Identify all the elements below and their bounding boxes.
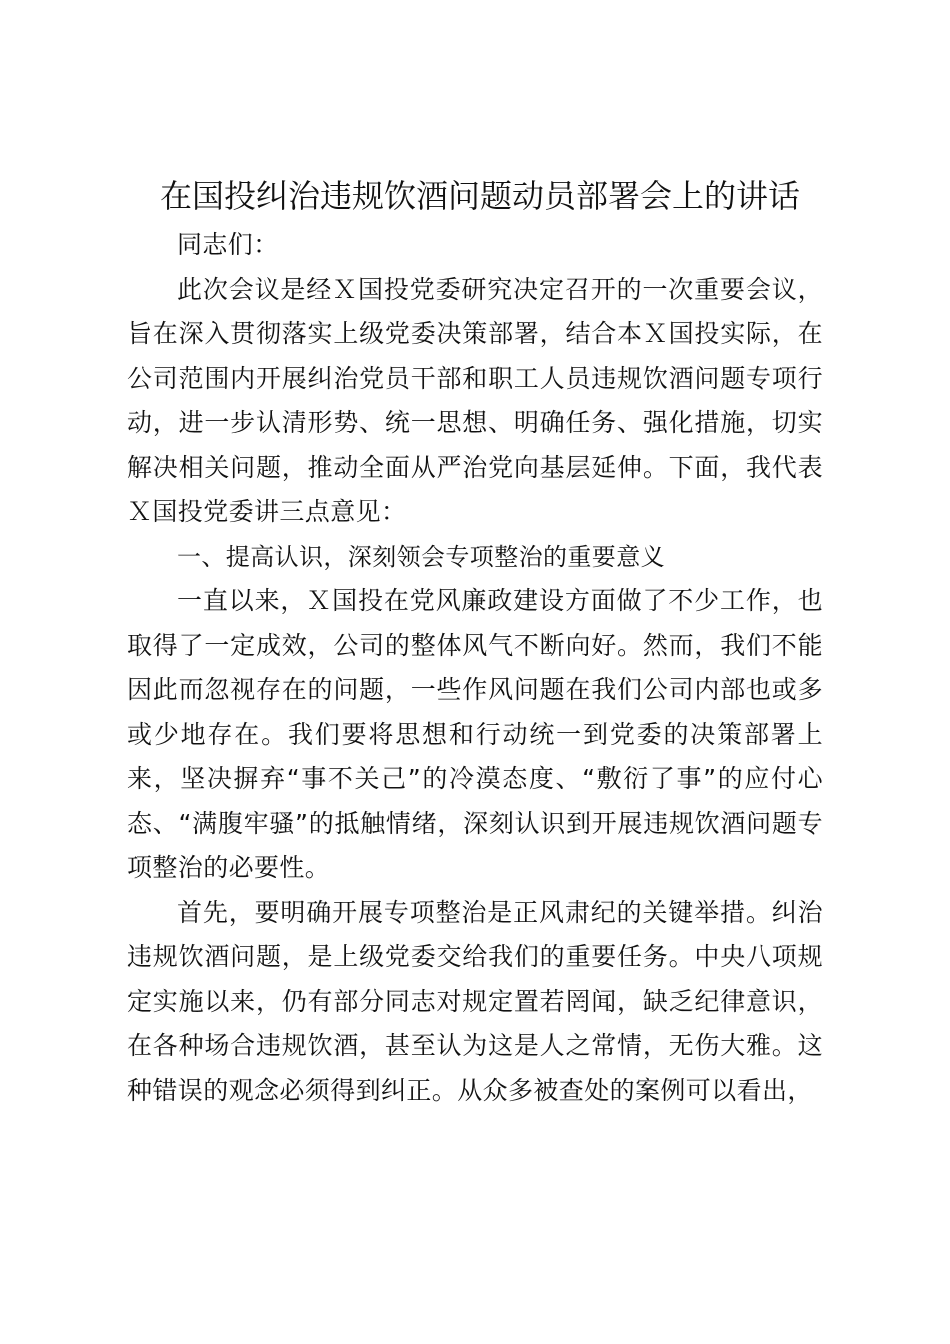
section-heading: 一、提高认识，深刻领会专项整治的重要意义 [177, 542, 665, 571]
salutation-paragraph: 同志们： [177, 230, 279, 259]
intro-paragraph: 此次会议是经Ｘ国投党委研究决定召开的一次重要会议，旨在深入贯彻落实上级党委决策部署，结合本Ｘ国投实际，在公司范围内开展纠治党员干部和职工人员违规饮酒问题专项行动，进一步认清形势、统一思想、明确任务、强化措施，切实解决相关问题，推动全面从严治党向基层延伸。下面，我代表Ｘ国投党委讲三点意见： [127, 274, 823, 526]
document-title: 在国投纠治违规饮酒问题动员部署会上的讲话 [159, 177, 800, 215]
body-paragraph: 一直以来，Ｘ国投在党风廉政建设方面做了不少工作，也取得了一定成效，公司的整体风气不断向好。然而，我们不能因此而忽视存在的问题，一些作风问题在我们公司内部也或多或少地存在。我们要将思想和行动统一到党委的决策部署上来，坚决摒弃“事不关己”的冷漠态度、“敷衍了事”的应付心态、“满腹牢骚”的抵触情绪，深刻认识到开展违规饮酒问题专项整治的必要性。 [127, 586, 823, 882]
document-body [127, 223, 823, 1113]
body-paragraph: 首先，要明确开展专项整治是正风肃纪的关键举措。纠治违规饮酒问题，是上级党委交给我们的重要任务。中央八项规定实施以来，仍有部分同志对规定置若罔闻，缺乏纪律意识，在各种场合违规饮酒，甚至认为这是人之常情，无伤大雅。这种错误的观念必须得到纠正。从众多被查处的案例可以看出， [127, 897, 823, 1105]
